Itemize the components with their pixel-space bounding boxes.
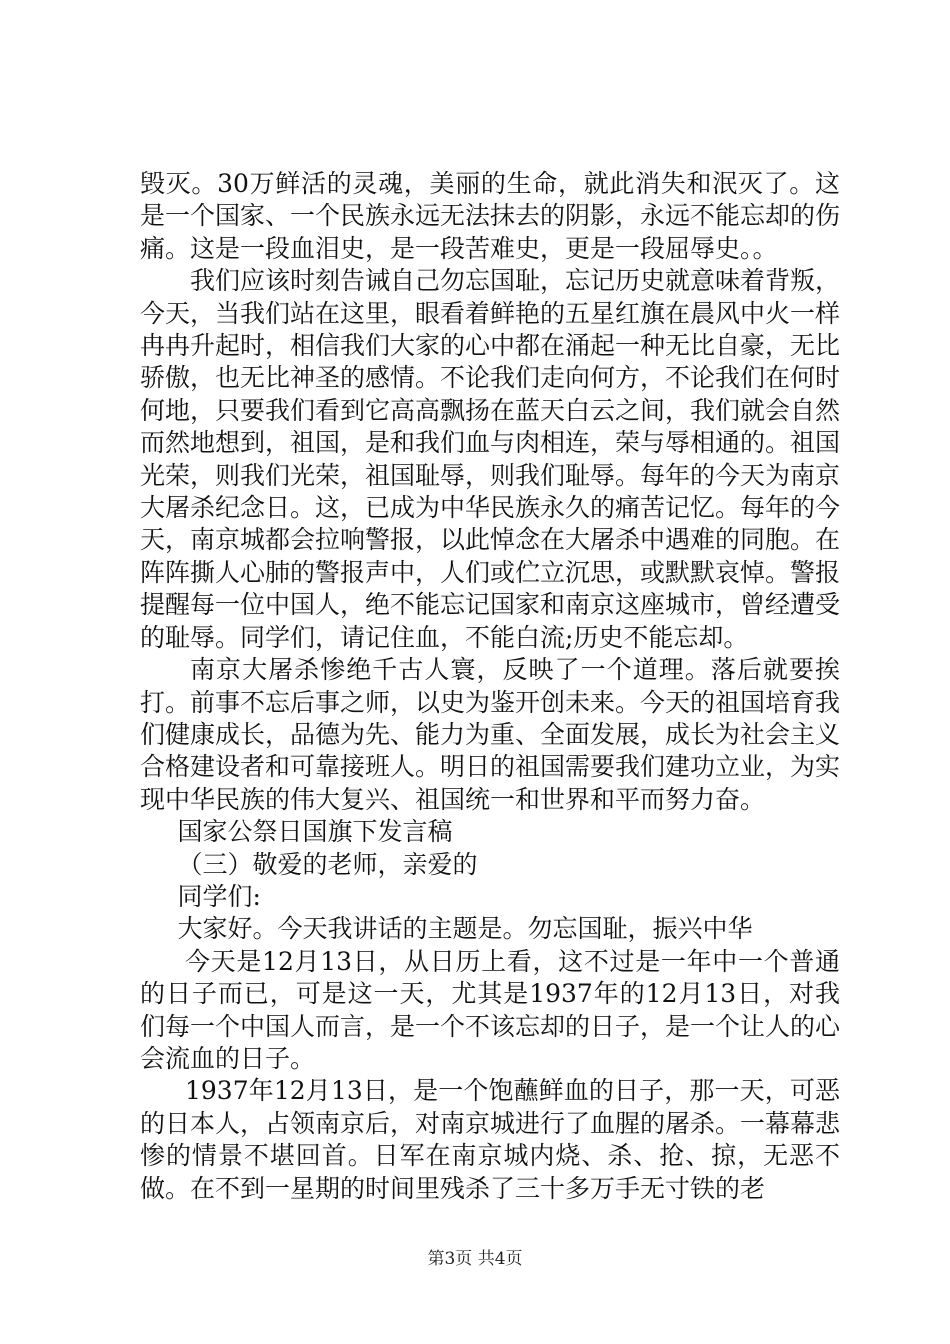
salutation-line-1: （三）敬爱的老师，亲爱的 xyxy=(177,849,478,879)
paragraph-2: 我们应该时刻告诫自己勿忘国耻，忘记历史就意味着背叛，今天，当我们站在这里，眼看着鲜艳的五星红旗在晨风中火一样冉冉升起时，相信我们大家的心中都在涌起一种无比自豪，无比骄傲，也无比神圣的感情。不论我们走向何方，不论我们在何时何地，只要我们看到它高高飘扬在蓝天白云之间，我们就会自然而然地想到，祖国，是和我们血与肉相连，荣与辱相通的。祖国光荣，则我们光荣，祖国耻辱，则我们耻辱。每年的今天为南京大屠杀纪念日。这，已成为中华民族永久的痛苦记忆。每年的今天，南京城都会拉响警报，以此悼念在大屠杀中遇难的同胞。在阵阵撕人心肺的警报声中，人们或伫立沉思，或默默哀悼。警报提醒每一位中国人，绝不能忘记国家和南京这座城市，曾经遭受的耻辱。同学们，请记住血，不能白流;历史不能忘却。 xyxy=(140,266,841,652)
greeting-line: 大家好。今天我讲话的主题是。勿忘国耻，振兴中华 xyxy=(177,914,753,944)
paragraph-4: 今天是12月13日，从日历上看，这不过是一年中一个普通的日子而已，可是这一天，尤其是1937年的12月13日，对我们每一个中国人而言，是一个不该忘却的日子，是一个让人的心会流血的日子。 xyxy=(140,946,841,1073)
paragraph-1: 毁灭。30万鲜活的灵魂，美丽的生命，就此消失和泯灭了。这是一个国家、一个民族永远无法抹去的阴影，永远不能忘却的伤痛。这是一段血泪史，是一段苦难史，更是一段屈辱史。。 xyxy=(140,169,841,263)
paragraph-5: 1937年12月13日，是一个饱蘸鲜血的日子，那一天，可恶的日本人，占领南京后，对南京城进行了血腥的屠杀。一幕幕悲惨的情景不堪回首。日军在南京城内烧、杀、抢、掠，无恶不做。在不到一星期的时间里残杀了三十多万手无寸铁的老 xyxy=(140,1076,841,1203)
section-title: 国家公祭日国旗下发言稿 xyxy=(177,817,453,847)
salutation-line-2: 同学们: xyxy=(177,881,261,911)
document-body xyxy=(140,168,840,1205)
page-footer: 第3页 共4页 xyxy=(427,1249,523,1269)
paragraph-3: 南京大屠杀惨绝千古人寰，反映了一个道理。落后就要挨打。前事不忘后事之师，以史为鉴开创未来。今天的祖国培育我们健康成长，品德为先、能力为重、全面发展，成长为社会主义合格建设者和可靠接班人。明日的祖国需要我们建功立业，为实现中华民族的伟大复兴、祖国统一和世界和平而努力奋。 xyxy=(140,655,841,814)
